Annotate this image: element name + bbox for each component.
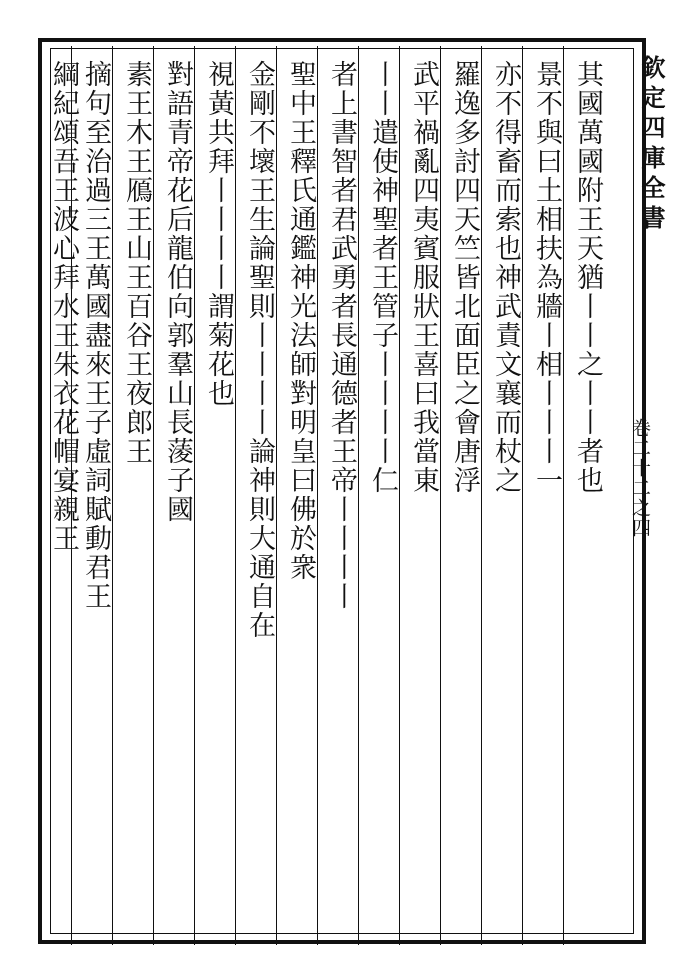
column-rule [153,46,154,945]
column-rule [522,46,523,945]
column-rule [235,46,236,945]
column-rule [276,46,277,945]
text-column: 武平禍亂四夷賓服狀王喜曰我當東 [408,60,439,495]
column-rule [112,46,113,945]
text-column: 景不與曰土相扶為牆丨相丨丨丨一 [531,60,562,495]
text-column: 者上書智者君武勇者長通德者王帝丨丨丨丨 [326,60,357,611]
text-column: 其國萬國附王天猶丨丨之丨丨者也 [572,60,603,495]
text-column: 視黃共拜丨丨丨丨謂菊花也 [203,60,234,408]
column-rule [399,46,400,945]
column-rule [358,46,359,945]
volume-label: 卷二十二之四 [629,418,651,538]
text-column: 素王木王鴈王山王百谷王夜郎王 [121,60,152,466]
column-rule [563,46,564,945]
text-column: 金剛不壞王生論聖則丨丨丨丨論神則大通自在 [244,60,275,640]
text-column: 亦不得畜而索也神武責文襄而杖之 [490,60,521,495]
book-title: 欽定四庫全書 [637,55,666,235]
column-rule [194,46,195,945]
text-column: 對語青帝花后龍伯向郭羣山長蔆子國 [162,60,193,524]
column-rule [440,46,441,945]
text-column: 丨丨遣使神聖者王管子丨丨丨丨仁 [367,60,398,495]
text-column: 綱紀頌吾王波心拜水王朱衣花帽宴親王 [48,60,79,553]
column-rule [317,46,318,945]
text-column: 摘句至治過三王萬國盡來王子虛詞賦動君王 [80,60,111,611]
column-rule [481,46,482,945]
text-column: 聖中王釋氏通鑑神光法師對明皇曰佛於衆 [285,60,316,582]
text-column: 羅逸多討四天竺皆北面臣之會唐浮 [449,60,480,495]
